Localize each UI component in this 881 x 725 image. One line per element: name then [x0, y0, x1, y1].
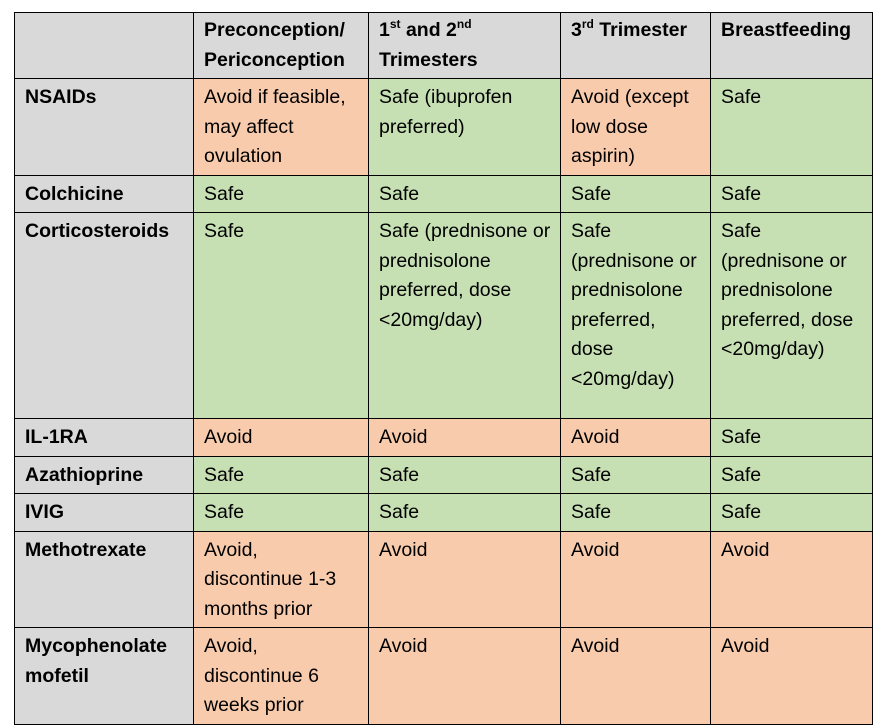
recommendation-cell-safe: Safe (prednisone or prednisolone preferred, dose <20mg/day)	[369, 213, 561, 419]
recommendation-cell-safe: Safe	[369, 494, 561, 532]
header-trimester-1-2-sup-nd: nd	[456, 17, 472, 31]
drug-name-cell: Methotrexate	[15, 531, 194, 628]
recommendation-cell-safe: Safe	[561, 456, 711, 494]
recommendation-cell-avoid: Avoid	[561, 531, 711, 628]
drug-name-cell: IL-1RA	[15, 419, 194, 457]
header-trimester-1-2-first: 1	[379, 19, 390, 41]
drug-name-cell: Azathioprine	[15, 456, 194, 494]
drug-name-cell: Corticosteroids	[15, 213, 194, 419]
drug-name-cell: IVIG	[15, 494, 194, 532]
header-trimester-1-2	[369, 13, 561, 79]
drug-safety-table	[14, 12, 873, 725]
table-row	[15, 494, 873, 532]
recommendation-cell-avoid: Avoid	[561, 628, 711, 725]
corner-cell	[15, 13, 194, 79]
recommendation-cell-safe: Safe	[711, 494, 873, 532]
recommendation-cell-avoid: Avoid	[561, 419, 711, 457]
recommendation-cell-safe: Safe	[369, 175, 561, 213]
recommendation-cell-safe: Safe	[711, 419, 873, 457]
recommendation-cell-safe: Safe (prednisone or prednisolone preferred, dose <20mg/day)	[561, 213, 711, 419]
recommendation-cell-safe: Safe	[194, 456, 369, 494]
table-row	[15, 79, 873, 176]
header-preconception	[194, 13, 369, 79]
recommendation-cell-safe: Safe	[369, 456, 561, 494]
header-row	[15, 13, 873, 79]
header-trimester-1-2-sup-st: st	[389, 17, 401, 31]
recommendation-cell-avoid: Avoid	[369, 419, 561, 457]
recommendation-cell-avoid: Avoid	[369, 628, 561, 725]
header-trimester-3-label: Trimester	[593, 19, 688, 41]
header-trimester-3-sup-rd: rd	[581, 17, 594, 31]
header-preconception-line2: Periconception	[204, 48, 345, 71]
header-trimester-1-2-line1	[379, 16, 552, 46]
recommendation-cell-safe: Safe	[194, 494, 369, 532]
recommendation-cell-avoid: Avoid	[194, 419, 369, 457]
drug-name-cell: Mycophenolate mofetil	[15, 628, 194, 725]
table-row	[15, 628, 873, 725]
drug-name-cell: NSAIDs	[15, 79, 194, 176]
recommendation-cell-safe: Safe (ibuprofen preferred)	[369, 79, 561, 176]
table-row	[15, 175, 873, 213]
table-body	[15, 79, 873, 725]
recommendation-cell-safe: Safe (prednisone or prednisolone preferred, dose <20mg/day)	[711, 213, 873, 419]
header-trimester-3-num: 3	[571, 19, 582, 41]
table-row	[15, 213, 873, 419]
table-row	[15, 531, 873, 628]
header-trimester-3	[561, 13, 711, 79]
header-preconception-line1: Preconception/	[204, 19, 345, 41]
header-trimester-1-2-and: and 2	[400, 19, 457, 41]
recommendation-cell-safe: Safe	[711, 456, 873, 494]
recommendation-cell-avoid: Avoid	[711, 531, 873, 628]
recommendation-cell-avoid: Avoid if feasible, may affect ovulation	[194, 79, 369, 176]
table-row	[15, 419, 873, 457]
table-row	[15, 456, 873, 494]
recommendation-cell-avoid: Avoid	[711, 628, 873, 725]
recommendation-cell-avoid: Avoid, discontinue 6 weeks prior	[194, 628, 369, 725]
recommendation-cell-safe: Safe	[561, 494, 711, 532]
recommendation-cell-safe: Safe	[194, 175, 369, 213]
header-breastfeeding: Breastfeeding	[711, 13, 873, 79]
recommendation-cell-safe: Safe	[711, 79, 873, 176]
recommendation-cell-safe: Safe	[561, 175, 711, 213]
recommendation-cell-safe: Safe	[711, 175, 873, 213]
header-trimester-1-2-line2: Trimesters	[379, 48, 478, 71]
recommendation-cell-avoid: Avoid (except low dose aspirin)	[561, 79, 711, 176]
recommendation-cell-avoid: Avoid	[369, 531, 561, 628]
drug-name-cell: Colchicine	[15, 175, 194, 213]
recommendation-cell-avoid: Avoid, discontinue 1-3 months prior	[194, 531, 369, 628]
recommendation-cell-safe: Safe	[194, 213, 369, 419]
